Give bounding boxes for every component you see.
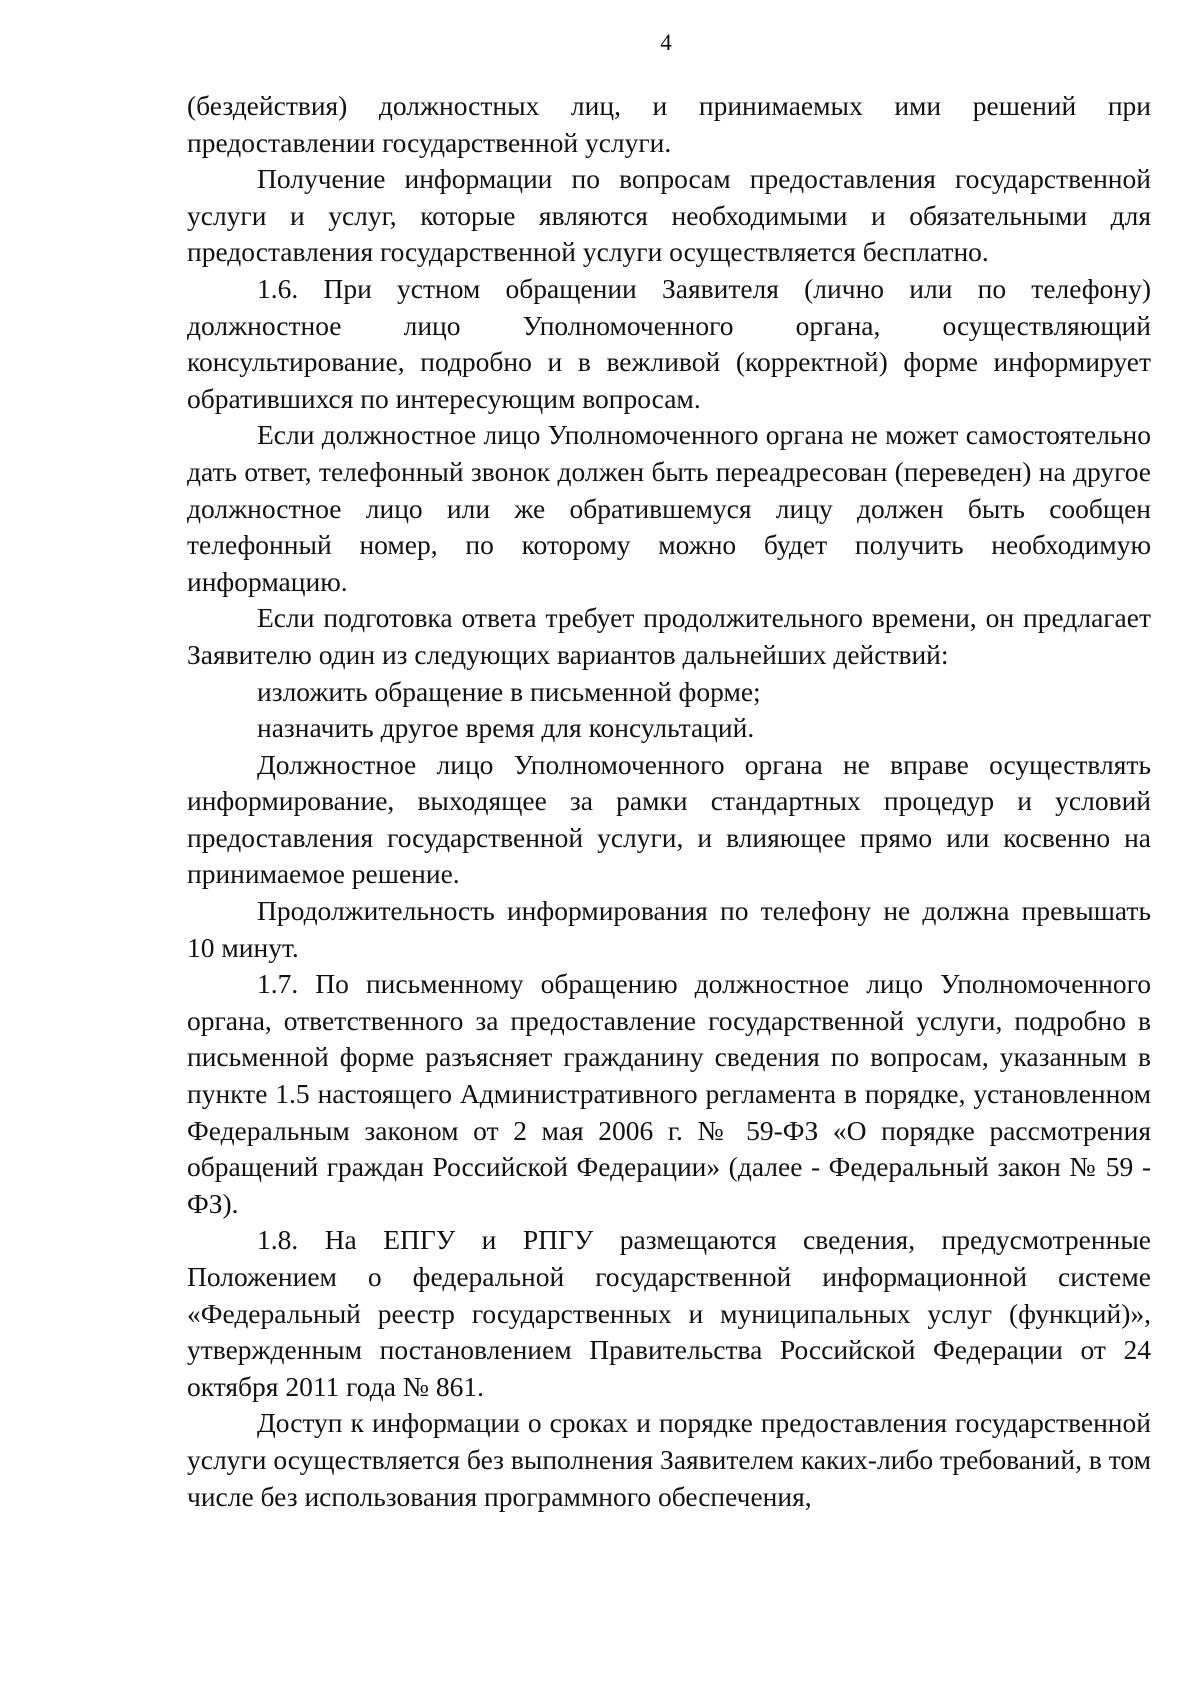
paragraph: Доступ к информации о сроках и порядке предоставления государственной услуги осуществляется без выполнения Заявителем каких-либо требований, в том числе без использования программного обеспечения, [187,1407,1151,1512]
paragraph: Если должностное лицо Уполномоченного органа не может самостоятельно дать ответ, телефонный звонок должен быть переадресован (переведен) на другое должностное лицо или же обратившемуся лицу должен быть сообщен телефонный номер, по которому можно будет получить необходимую информацию. [187,419,1151,597]
document-body [187,88,1151,1515]
paragraph: Должностное лицо Уполномоченного органа не вправе осуществлять информирование, выходящее за рамки стандартных процедур и условий предоставления государственной услуги, и влияющее прямо или косвенно на принимаемое решение. [187,748,1151,890]
paragraph: Если подготовка ответа требует продолжительного времени, он предлагает Заявителю один из следующих вариантов дальнейших действий: [187,602,1151,670]
paragraph: 1.8. На ЕПГУ и РПГУ размещаются сведения, предусмотренные Положением о федеральной государственной информационной системе «Федеральный реестр государственных и муниципальных услуг (функций)», утвержденным постановлением Правительства Российской Федерации от 24 октября 2011 года № 861. [187,1224,1151,1402]
paragraph: (бездействия) должностных лиц, и принимаемых ими решений при предоставлении государственной услуги. [187,90,1151,158]
paragraph: 1.7. По письменному обращению должностное лицо Уполномоченного органа, ответственного за предоставление государственной услуги, подробно в письменной форме разъясняет гражданину сведения по вопросам, указанным в пункте 1.5 настоящего Административного регламента в порядке, установленном Федеральным законом от 2 мая 2006 г. № 59-ФЗ «О порядке рассмотрения обращений граждан Российской Федерации» (далее - Федеральный закон № 59 - ФЗ). [187,968,1151,1219]
list-item: изложить обращение в письменной форме; [257,675,761,707]
page-number: 4 [660,30,672,55]
paragraph: Продолжительность информирования по телефону не должна превышать 10 минут. [187,895,1151,963]
paragraph: 1.6. При устном обращении Заявителя (лично или по телефону) должностное лицо Уполномоченного органа, осуществляющий консультирование, подробно и в вежливой (корректной) форме информирует обратившихся по интересующим вопросам. [187,272,1151,414]
list-item: назначить другое время для консультаций. [257,712,755,744]
paragraph: Получение информации по вопросам предоставления государственной услуги и услуг, которые являются необходимыми и обязательными для предоставления государственной услуги осуществляется бесплатно. [187,163,1151,268]
